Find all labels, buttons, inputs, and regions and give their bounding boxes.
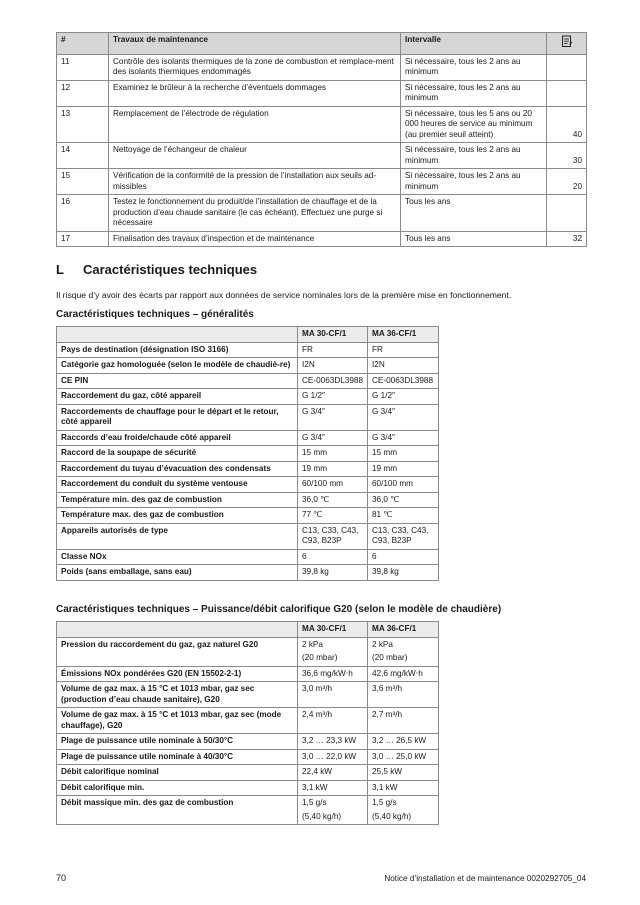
row-number: 12	[57, 80, 109, 106]
row-number: 11	[57, 54, 109, 80]
spec-value-ma30: I2N	[298, 358, 368, 374]
row-task: Remplacement de l’électrode de régulation	[109, 106, 401, 143]
spec-value-ma36	[368, 708, 439, 734]
table-row	[57, 430, 439, 446]
row-task: Vérification de la conformité de la pression de l’installation aux seuils ad-missibles	[109, 169, 401, 195]
spec-label: Raccords d’eau froide/chaude côté appareil	[57, 430, 298, 446]
spec-value-ma30: G 3/4″	[298, 430, 368, 446]
spec-value-line: 2 kPa	[302, 639, 323, 649]
page-number: 70	[56, 873, 67, 883]
spec-value-ma36: CE-0063DL3988	[368, 373, 439, 389]
row-interval: Si nécessaire, tous les 5 ans ou 20 000 heures de service au minimum (au premier seuil atteint)	[401, 106, 547, 143]
row-page-ref: 20	[547, 169, 587, 195]
spec-value-ma30	[298, 765, 368, 781]
spec-label: Raccordement du tuyau d’évacuation des condensats	[57, 461, 298, 477]
spec-value-ma36	[368, 682, 439, 708]
table-row	[57, 54, 587, 80]
spec-value-ma36: G 3/4″	[368, 430, 439, 446]
spec-value-line: 2,7 m³/h	[372, 710, 403, 719]
table-row	[57, 549, 439, 565]
spec-label: Raccordements de chauffage pour le départ et le retour, côté appareil	[57, 404, 298, 430]
row-task: Nettoyage de l’échangeur de chaleur	[109, 143, 401, 169]
table-row	[57, 143, 587, 169]
row-interval: Tous les ans	[401, 231, 547, 247]
spec-label: Débit calorifique min.	[57, 780, 298, 796]
spec-value-line: 3,0 m³/h	[302, 684, 333, 693]
table-row	[57, 565, 439, 581]
spec-value-ma36: 36,0 ℃	[368, 492, 439, 508]
row-number: 13	[57, 106, 109, 143]
table-row	[57, 477, 439, 493]
spec-value-subline: (5,40 kg/h)	[372, 811, 412, 821]
spec-value-line: 22,4 kW	[302, 767, 333, 776]
spec-value-line: 3,2 … 26,5 kW	[372, 736, 427, 745]
spec-label: Débit calorifique nominal	[57, 765, 298, 781]
spec-label: Émissions NOx pondérées G20 (EN 15502-2-1)	[57, 666, 298, 682]
row-page-ref	[547, 195, 587, 232]
spec-label: Débit massique min. des gaz de combustion	[57, 796, 298, 825]
table-row	[57, 389, 439, 405]
spec-value-ma36	[368, 749, 439, 765]
spec-value-ma30: C13, C33, C43, C93, B23P	[298, 523, 368, 549]
spec-value-ma36: I2N	[368, 358, 439, 374]
table-row	[57, 749, 439, 765]
row-page-ref: 40	[547, 106, 587, 143]
spec-value-ma36: G 1/2″	[368, 389, 439, 405]
spec-value-ma30: 39,8 kg	[298, 565, 368, 581]
spec-value-subline: (5,40 kg/h)	[302, 811, 342, 821]
spec-value-ma36	[368, 734, 439, 750]
spec-label: Raccordement du gaz, côté appareil	[57, 389, 298, 405]
row-page-ref	[547, 54, 587, 80]
header-page-ref	[547, 33, 587, 55]
row-task: Testez le fonctionnement du produit/de l’installation de chauffage et de la production d’eau chaude sanitaire (le cas échéant). Effectuez une purge si nécessaire	[109, 195, 401, 232]
row-number: 14	[57, 143, 109, 169]
table-row	[57, 708, 439, 734]
general-col1-header: MA 30-CF/1	[298, 327, 368, 343]
row-interval: Si nécessaire, tous les 2 ans au minimum	[401, 80, 547, 106]
spec-value-ma30: G 3/4″	[298, 404, 368, 430]
row-task: Contrôle des isolants thermiques de la zone de combustion et remplace-ment des isolants thermiques endommagés	[109, 54, 401, 80]
spec-value-ma36	[368, 765, 439, 781]
spec-value-ma36	[368, 637, 439, 666]
row-page-ref	[547, 80, 587, 106]
row-number: 15	[57, 169, 109, 195]
checklist-icon	[561, 35, 573, 48]
spec-label: Raccord de la soupape de sécurité	[57, 446, 298, 462]
row-page-ref: 30	[547, 143, 587, 169]
spec-label: Plage de puissance utile nominale à 50/30°C	[57, 734, 298, 750]
spec-value-ma36: 81 ℃	[368, 508, 439, 524]
g20-col1-header: MA 30-CF/1	[298, 622, 368, 638]
maintenance-table	[56, 32, 587, 247]
spec-value-line: 2 kPa	[372, 639, 393, 649]
spec-label: Catégorie gaz homologuée (selon le modèle de chaudiè-re)	[57, 358, 298, 374]
general-heading: Caractéristiques techniques – généralités	[56, 309, 254, 320]
spec-value-ma30	[298, 796, 368, 825]
row-interval: Tous les ans	[401, 195, 547, 232]
row-interval: Si nécessaire, tous les 2 ans au minimum	[401, 169, 547, 195]
general-header-row	[57, 327, 439, 343]
spec-value-line: 25,5 kW	[372, 767, 403, 776]
spec-value-ma36: 15 mm	[368, 446, 439, 462]
spec-value-ma30	[298, 682, 368, 708]
spec-value-ma36: 19 mm	[368, 461, 439, 477]
table-row	[57, 666, 439, 682]
section-letter: L	[56, 262, 64, 277]
table-row	[57, 80, 587, 106]
section-title: Caractéristiques techniques	[83, 262, 258, 277]
header-interval: Intervalle	[401, 33, 547, 55]
spec-label: CE PIN	[57, 373, 298, 389]
spec-value-ma30: CE-0063DL3988	[298, 373, 368, 389]
spec-value-subline: (20 mbar)	[302, 653, 338, 662]
header-number: #	[57, 33, 109, 55]
general-header-blank	[57, 327, 298, 343]
spec-value-line: 3,2 … 23,3 kW	[302, 736, 357, 745]
table-row	[57, 523, 439, 549]
table-row	[57, 342, 439, 358]
spec-value-ma30: 6	[298, 549, 368, 565]
table-row	[57, 780, 439, 796]
row-number: 17	[57, 231, 109, 247]
table-row	[57, 404, 439, 430]
section-intro: Il risque d’y avoir des écarts par rapport aux données de service nominales lors de la première mise en fonctionnement.	[56, 290, 512, 300]
spec-value-ma36: 39,8 kg	[368, 565, 439, 581]
general-table	[56, 326, 439, 581]
table-row	[57, 195, 587, 232]
spec-value-ma30: 36,0 ℃	[298, 492, 368, 508]
spec-value-ma30	[298, 708, 368, 734]
table-row	[57, 461, 439, 477]
spec-value-line: 3,1 kW	[372, 782, 398, 792]
table-row	[57, 358, 439, 374]
table-row	[57, 765, 439, 781]
table-row	[57, 373, 439, 389]
spec-value-line: 3,1 kW	[302, 782, 328, 792]
spec-label: Volume de gaz max. à 15 °C et 1013 mbar, gaz sec (production d’eau chaude sanitaire), G20	[57, 682, 298, 708]
g20-table	[56, 621, 439, 825]
table-row	[57, 637, 439, 666]
spec-value-line: 1,5 g/s	[372, 798, 397, 807]
spec-label: Température min. des gaz de combustion	[57, 492, 298, 508]
spec-label: Pression du raccordement du gaz, gaz naturel G20	[57, 637, 298, 666]
spec-value-ma30	[298, 666, 368, 682]
spec-value-line: 3,6 m³/h	[372, 684, 403, 693]
spec-value-ma36: G 3/4″	[368, 404, 439, 430]
spec-value-ma30	[298, 780, 368, 796]
spec-value-subline: (20 mbar)	[372, 653, 408, 662]
maintenance-header-row	[57, 33, 587, 55]
spec-label: Pays de destination (désignation ISO 3166)	[57, 342, 298, 358]
table-row	[57, 508, 439, 524]
spec-value-ma36: 6	[368, 549, 439, 565]
table-row	[57, 796, 439, 825]
spec-value-line: 36,6 mg/kW⋅h	[302, 668, 353, 678]
general-col2-header: MA 36-CF/1	[368, 327, 439, 343]
spec-label: Température max. des gaz de combustion	[57, 508, 298, 524]
spec-value-ma30: 19 mm	[298, 461, 368, 477]
spec-label: Appareils autorisés de type	[57, 523, 298, 549]
header-task: Travaux de maintenance	[109, 33, 401, 55]
spec-value-line: 2,4 m³/h	[302, 710, 333, 719]
spec-value-line: 42,6 mg/kW⋅h	[372, 668, 423, 678]
table-row	[57, 682, 439, 708]
table-row	[57, 231, 587, 247]
g20-header-blank	[57, 622, 298, 638]
table-row	[57, 106, 587, 143]
row-task: Finalisation des travaux d’inspection et de maintenance	[109, 231, 401, 247]
row-interval: Si nécessaire, tous les 2 ans au minimum	[401, 143, 547, 169]
spec-value-ma36	[368, 796, 439, 825]
spec-value-ma30: FR	[298, 342, 368, 358]
g20-heading: Caractéristiques techniques – Puissance/débit calorifique G20 (selon le modèle de chaudière)	[56, 604, 502, 615]
spec-label: Poids (sans emballage, sans eau)	[57, 565, 298, 581]
spec-value-ma30: 77 ℃	[298, 508, 368, 524]
spec-label: Classe NOx	[57, 549, 298, 565]
spec-value-ma30	[298, 749, 368, 765]
row-number: 16	[57, 195, 109, 232]
spec-value-line: 1,5 g/s	[302, 798, 327, 807]
spec-value-line: 3,0 … 22,0 kW	[302, 751, 357, 761]
spec-value-ma30: 15 mm	[298, 446, 368, 462]
spec-value-ma36: FR	[368, 342, 439, 358]
spec-label: Volume de gaz max. à 15 °C et 1013 mbar, gaz sec (mode chauffage), G20	[57, 708, 298, 734]
g20-header-row	[57, 622, 439, 638]
table-row	[57, 492, 439, 508]
row-interval: Si nécessaire, tous les 2 ans au minimum	[401, 54, 547, 80]
spec-value-ma36	[368, 666, 439, 682]
spec-value-ma30: 60/100 mm	[298, 477, 368, 493]
spec-value-line: 3,0 … 25,0 kW	[372, 751, 427, 761]
spec-value-ma36	[368, 780, 439, 796]
row-task: Examinez le brûleur à la recherche d’éventuels dommages	[109, 80, 401, 106]
spec-value-ma36: 60/100 mm	[368, 477, 439, 493]
g20-col2-header: MA 36-CF/1	[368, 622, 439, 638]
table-row	[57, 446, 439, 462]
spec-value-ma30: G 1/2″	[298, 389, 368, 405]
row-page-ref: 32	[547, 231, 587, 247]
table-row	[57, 734, 439, 750]
spec-value-ma30	[298, 637, 368, 666]
spec-label: Plage de puissance utile nominale à 40/30°C	[57, 749, 298, 765]
spec-value-ma30	[298, 734, 368, 750]
footer-doc-title: Notice d’installation et de maintenance 0020292705_04	[384, 874, 586, 883]
spec-value-ma36: C13, C33, C43, C93, B23P	[368, 523, 439, 549]
spec-label: Raccordement du conduit du système ventouse	[57, 477, 298, 493]
table-row	[57, 169, 587, 195]
